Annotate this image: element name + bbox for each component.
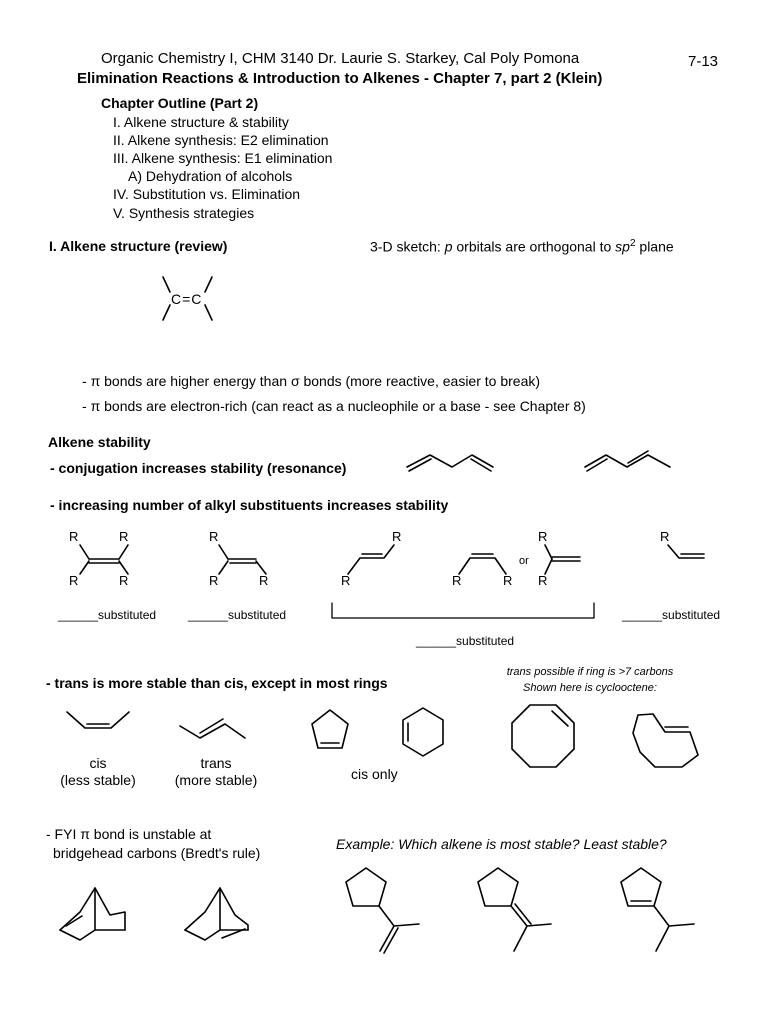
- pi-bond-bullet-1: - π bonds are higher energy than σ bonds (more reactive, easier to break): [82, 373, 541, 389]
- r-group-label: R: [209, 573, 219, 588]
- pi-bond-bullet-2: - π bonds are electron-rich (can react as a nucleophile or a base - see Chapter 8): [82, 398, 586, 414]
- stability-heading: Alkene stability: [48, 434, 151, 450]
- sketch-note: 3-D sketch: p orbitals are orthogonal to $sp^2$ plane: [370, 238, 674, 255]
- trans-note: (more stable): [174, 772, 258, 788]
- ring-note-1: trans possible if ring is >7 carbons: [506, 666, 674, 678]
- trans-2-butene: [180, 719, 245, 738]
- outline-item: II. Alkene synthesis: E2 elimination: [113, 132, 329, 148]
- outline-item: III. Alkene synthesis: E1 elimination: [113, 150, 333, 166]
- disubstituted-bracket: [332, 603, 594, 618]
- substituted-blank: ______substituted: [58, 608, 157, 622]
- trans-label: trans: [200, 755, 232, 771]
- conjugation-point: - conjugation increases stability (resonance): [50, 460, 347, 476]
- r-group-label: R: [538, 573, 548, 588]
- r-group-label: R: [69, 529, 79, 544]
- page-number: 7-13: [688, 53, 719, 70]
- cyclohexene: [403, 708, 443, 756]
- nonconjugated-diene: [407, 455, 493, 471]
- example-question: Example: Which alkene is most stable? Least stable?: [336, 836, 667, 852]
- trans-cis-heading: - trans is more stable than cis, except in most rings: [46, 675, 388, 691]
- substituents-point: - increasing number of alkyl substituents increases stability: [50, 497, 449, 513]
- substituted-blank: ______substituted: [622, 608, 721, 622]
- norbornene-bridgehead-1: [60, 888, 125, 940]
- r-group-label: R: [209, 529, 219, 544]
- outline-item: V. Synthesis strategies: [113, 205, 255, 221]
- r-group-label: R: [259, 573, 269, 588]
- tetrasubstituted-alkene: [80, 545, 128, 574]
- r-group-label: R: [392, 529, 402, 544]
- isopropenylcyclopentane: [346, 868, 419, 953]
- trans-cyclooctene: [633, 714, 698, 767]
- cis-cyclooctene: [512, 705, 574, 767]
- r-group-label: R: [69, 573, 79, 588]
- conjugated-diene: [585, 451, 670, 471]
- outline-item: I. Alkene structure & stability: [113, 114, 289, 130]
- outline-heading: Chapter Outline (Part 2): [101, 95, 259, 111]
- r-group-label: R: [538, 529, 548, 544]
- alkene-cc-label: C=C: [171, 291, 203, 307]
- substituted-blank: ______substituted: [188, 608, 287, 622]
- cis-label: cis: [89, 755, 107, 771]
- isopropylcyclopentene: [621, 868, 694, 951]
- bredt-line-2: bridgehead carbons (Bredt's rule): [53, 845, 261, 861]
- r-group-label: R: [341, 573, 351, 588]
- trisubstituted-alkene: [219, 545, 266, 574]
- or-label: or: [519, 555, 529, 567]
- trans-disubstituted-alkene: [348, 545, 394, 574]
- r-group-label: R: [503, 573, 513, 588]
- cis-note: (less stable): [60, 772, 136, 788]
- cis-disubstituted-alkene: [459, 554, 506, 574]
- substituted-blank: ______substituted: [416, 634, 515, 648]
- r-group-label: R: [452, 573, 462, 588]
- r-group-label: R: [119, 529, 129, 544]
- document-title: Elimination Reactions & Introduction to Alkenes - Chapter 7, part 2 (Klein): [77, 70, 603, 87]
- ring-note-2: Shown here is cyclooctene:: [523, 682, 657, 694]
- cis-2-butene: [67, 712, 129, 728]
- norbornene-bridgehead-2: [185, 888, 248, 940]
- monosubstituted-alkene: [668, 545, 704, 558]
- cyclopentene: [312, 710, 348, 748]
- bredt-line-1: - FYI π bond is unstable at: [46, 826, 212, 842]
- course-line: Organic Chemistry I, CHM 3140 Dr. Laurie S. Starkey, Cal Poly Pomona: [101, 50, 580, 67]
- isopropylidenecyclopentane: [478, 868, 551, 951]
- alkene-structure: [163, 277, 212, 320]
- section-heading: I. Alkene structure (review): [49, 238, 228, 254]
- outline-subitem: A) Dehydration of alcohols: [128, 168, 293, 184]
- cis-only-label: cis only: [351, 766, 398, 782]
- r-group-label: R: [119, 573, 129, 588]
- outline-item: IV. Substitution vs. Elimination: [113, 186, 301, 202]
- r-group-label: R: [660, 529, 670, 544]
- geminal-disubstituted-alkene: [545, 545, 580, 574]
